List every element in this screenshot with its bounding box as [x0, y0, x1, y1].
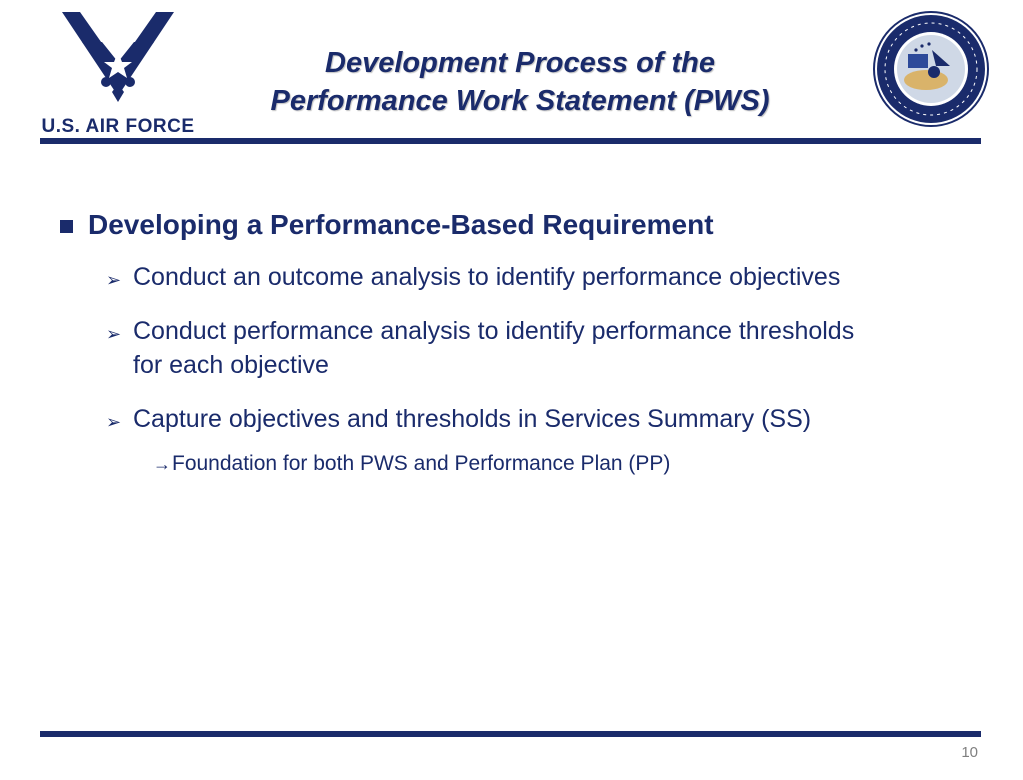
- slide-title: [220, 44, 820, 120]
- bullet-heading-text: Developing a Performance-Based Requirement: [88, 209, 714, 240]
- square-bullet-icon: [60, 220, 73, 233]
- right-arrow-icon: →: [153, 454, 171, 474]
- slide-body: [58, 208, 978, 478]
- page-number: 10: [961, 744, 978, 761]
- air-force-wordmark: U.S. AIR FORCE: [41, 116, 195, 137]
- air-force-contracting-seal-icon: [872, 10, 990, 128]
- sub-bullet-text: Foundation for both PWS and Performance Plan (PP): [172, 452, 671, 475]
- arrow-bullet-icon: ➢: [106, 324, 122, 344]
- title-line-2: Performance Work Statement (PWS): [270, 85, 770, 117]
- air-force-wings-symbol-icon: [62, 8, 174, 108]
- contracting-seal: [872, 10, 990, 128]
- footer-divider: [40, 731, 981, 737]
- air-force-logo: [38, 8, 198, 136]
- bullet-text: Conduct performance analysis to identify performance thresholds for each objective: [133, 317, 855, 379]
- bullet-level-3: [58, 450, 978, 478]
- bullet-level-1: [58, 208, 978, 242]
- bullet-level-2: [58, 402, 883, 436]
- header-divider: [40, 138, 981, 144]
- bullet-level-2: [58, 314, 883, 382]
- title-line-1: Development Process of the: [325, 47, 715, 79]
- arrow-bullet-icon: ➢: [106, 412, 122, 432]
- bullet-text: Capture objectives and thresholds in Services Summary (SS): [133, 405, 812, 433]
- bullet-level-2: [58, 260, 883, 294]
- arrow-bullet-icon: ➢: [106, 270, 122, 290]
- bullet-text: Conduct an outcome analysis to identify performance objectives: [133, 263, 841, 291]
